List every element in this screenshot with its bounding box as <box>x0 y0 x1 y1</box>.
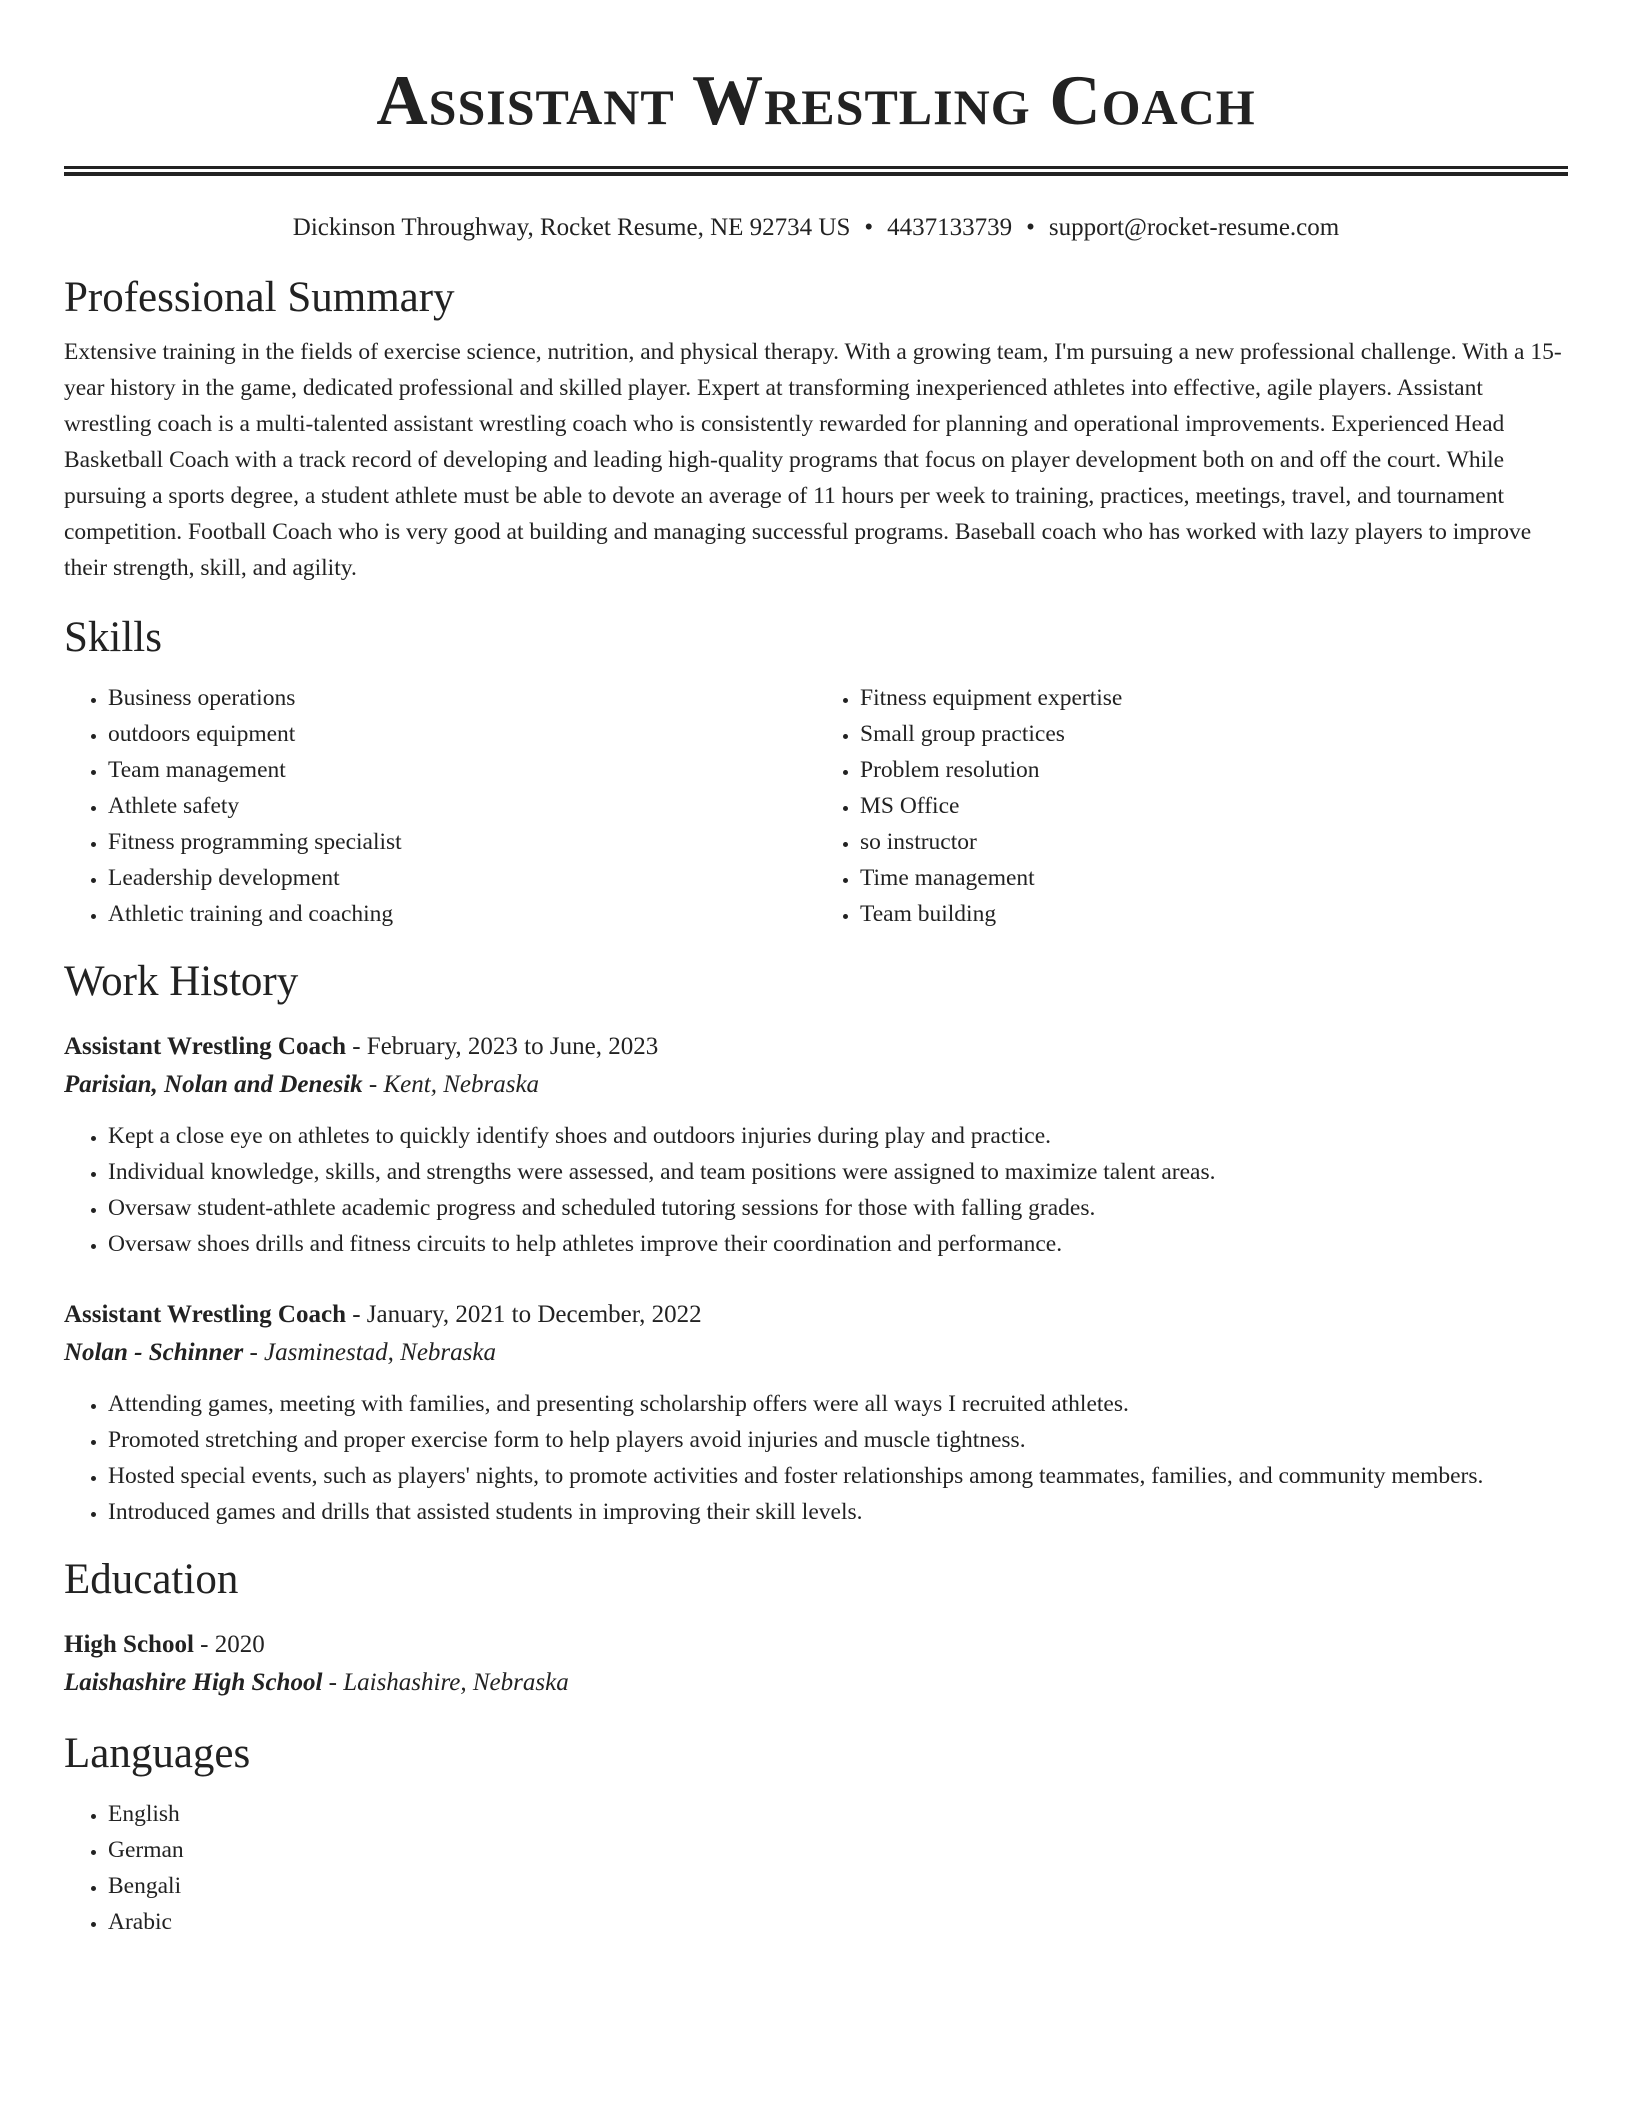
job-bullet: • Kept a close eye on athletes to quickly identify shoes and outdoors injuries during play and practice. <box>108 1118 1568 1154</box>
contact-address: Dickinson Throughway, Rocket Resume, NE 92734 US <box>292 214 851 241</box>
language-item: • Arabic <box>108 1904 1568 1940</box>
job-title-line <box>64 1028 1568 1066</box>
resume-title: Assistant Wrestling Coach <box>376 62 1256 140</box>
section-heading-summary: Professional Summary <box>64 274 455 321</box>
job-dates: - February, 2023 to June, 2023 <box>345 1033 659 1060</box>
job-location: - Kent, Nebraska <box>362 1071 540 1098</box>
job-company-line <box>64 1334 1568 1372</box>
skills-list-left <box>64 680 816 932</box>
contact-separator: • <box>1026 214 1035 241</box>
skill-item: • so instructor <box>860 824 1568 860</box>
skill-item: • Fitness programming specialist <box>108 824 816 860</box>
language-item: • English <box>108 1796 1568 1832</box>
skill-item: • Fitness equipment expertise <box>860 680 1568 716</box>
languages-list <box>64 1796 1568 1940</box>
title-divider <box>64 166 1568 176</box>
job-company: Parisian, Nolan and Denesik <box>64 1071 363 1098</box>
skills-list-right <box>816 680 1568 932</box>
job-company-line <box>64 1066 1568 1104</box>
language-item: • Bengali <box>108 1868 1568 1904</box>
skills-columns <box>64 680 1568 932</box>
education-degree-line <box>64 1626 1568 1664</box>
job-bullets <box>64 1386 1568 1530</box>
skill-item: • Athlete safety <box>108 788 816 824</box>
job-bullet: • Oversaw student-athlete academic progress and scheduled tutoring sessions for those with falling grades. <box>108 1190 1568 1226</box>
skill-item: • Business operations <box>108 680 816 716</box>
section-heading-skills: Skills <box>64 614 162 661</box>
job-dates: - January, 2021 to December, 2022 <box>345 1301 702 1328</box>
job-entry <box>64 1296 1568 1530</box>
contact-phone: 4437133739 <box>887 214 1013 241</box>
job-title: Assistant Wrestling Coach <box>64 1301 346 1328</box>
skill-item: • Team management <box>108 752 816 788</box>
job-bullet: • Oversaw shoes drills and fitness circuits to help athletes improve their coordination and performance. <box>108 1226 1568 1262</box>
section-heading-work-history: Work History <box>64 958 299 1005</box>
job-entry <box>64 1028 1568 1262</box>
job-title: Assistant Wrestling Coach <box>64 1033 346 1060</box>
job-bullet: • Individual knowledge, skills, and strengths were assessed, and team positions were assigned to maximize talent areas. <box>108 1154 1568 1190</box>
contact-email: support@rocket-resume.com <box>1048 214 1340 241</box>
job-bullet: • Introduced games and drills that assisted students in improving their skill levels. <box>108 1494 1568 1530</box>
education-entry <box>64 1626 1568 1702</box>
job-company: Nolan - Schinner <box>64 1339 244 1366</box>
summary-text: Extensive training in the fields of exercise science, nutrition, and physical therapy. With a growing team, I'm pursuing a new professional challenge. With a 15-year history in the game, dedicated professional and skilled player. Expert at transforming inexperienced athletes into effective, agile players. Assistant wrestling coach is a multi-talented assistant wrestling coach who is consistently rewarded for planning and operational improvements. Experienced Head Basketball Coach with a track record of developing and leading high-quality programs that focus on player development both on and off the court. While pursuing a sports degree, a student athlete must be able to devote an average of 11 hours per week to training, practices, meetings, travel, and tournament competition. Football Coach who is very good at building and managing successful programs. Baseball coach who has worked with lazy players to improve their strength, skill, and agility. <box>64 339 1562 581</box>
section-heading-languages: Languages <box>64 1730 251 1777</box>
education-school: Laishashire High School <box>64 1669 323 1696</box>
job-bullet: • Attending games, meeting with families, and presenting scholarship offers were all ways I recruited athletes. <box>108 1386 1568 1422</box>
job-bullets <box>64 1118 1568 1262</box>
skill-item: • Problem resolution <box>860 752 1568 788</box>
skill-item: • Athletic training and coaching <box>108 896 816 932</box>
skill-item: • Time management <box>860 860 1568 896</box>
contact-separator: • <box>864 214 874 241</box>
skill-item: • outdoors equipment <box>108 716 816 752</box>
job-title-line <box>64 1296 1568 1334</box>
contact-line <box>64 212 1568 244</box>
education-location: - Laishashire, Nebraska <box>322 1669 569 1696</box>
language-item: • German <box>108 1832 1568 1868</box>
job-location: - Jasminestad, Nebraska <box>243 1339 496 1366</box>
skill-item: • Leadership development <box>108 860 816 896</box>
job-bullet: • Hosted special events, such as players' nights, to promote activities and foster relationships among teammates, families, and community members. <box>108 1458 1568 1494</box>
skill-item: • Team building <box>860 896 1568 932</box>
education-degree: High School <box>64 1631 194 1658</box>
section-heading-education: Education <box>64 1556 239 1603</box>
education-school-line <box>64 1664 1568 1702</box>
education-year: - 2020 <box>193 1631 265 1658</box>
job-bullet: • Promoted stretching and proper exercise form to help players avoid injuries and muscle tightness. <box>108 1422 1568 1458</box>
skill-item: • Small group practices <box>860 716 1568 752</box>
skill-item: • MS Office <box>860 788 1568 824</box>
